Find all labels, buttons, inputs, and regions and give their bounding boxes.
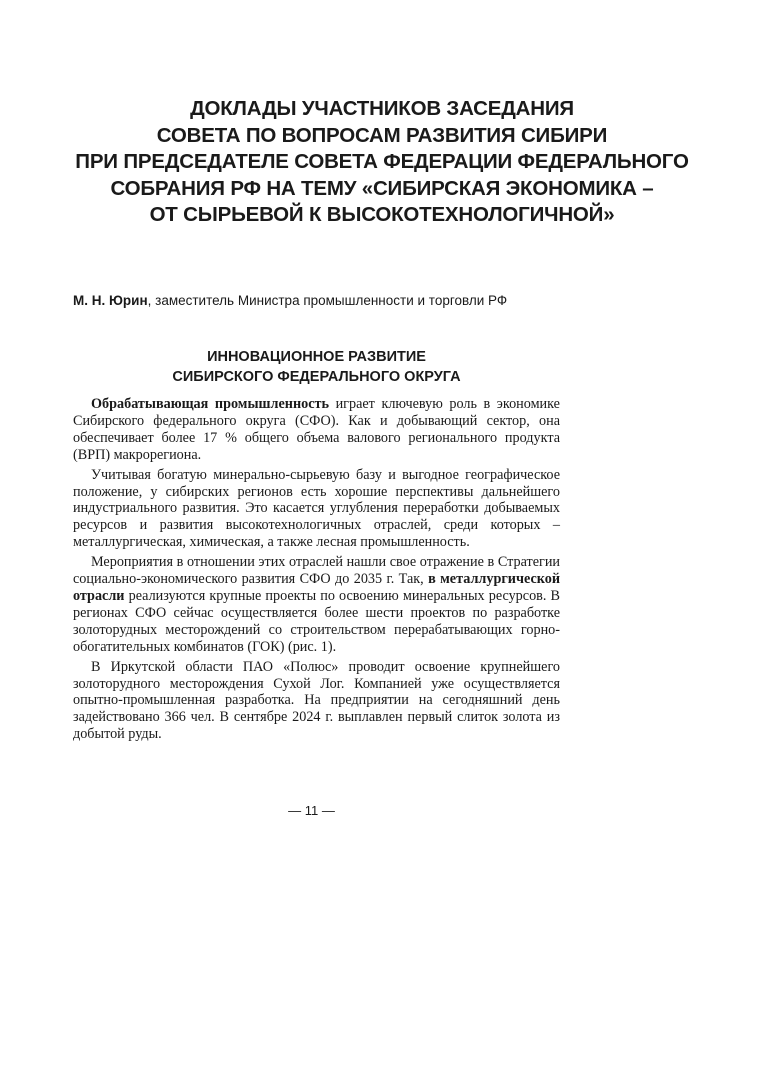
section-title-line: ИННОВАЦИОННОЕ РАЗВИТИЕ [207, 349, 426, 365]
author-position: , заместитель Министра промышленности и торговли РФ [147, 293, 508, 308]
section-title [73, 347, 560, 387]
paragraph-3 [73, 554, 560, 655]
article-body [73, 396, 560, 746]
paragraph-2-text: Учитывая богатую минерально-сырьевую базу и выгодное географическое положение, у сибирских регионов есть хорошие перспективы дальнейшего индустриального развития. Это касается углубления переработки добываемых ресурсов и развития высокотехнологичных отраслей, среди которых – металлургическая, химическая, а также лесная промышленность. [73, 466, 560, 551]
paragraph-1 [73, 396, 560, 464]
main-title-line: ДОКЛАДЫ УЧАСТНИКОВ ЗАСЕДАНИЯ [190, 97, 574, 120]
main-title [40, 96, 724, 229]
main-title-line: СОВЕТА ПО ВОПРОСАМ РАЗВИТИЯ СИБИРИ [156, 123, 608, 147]
main-title-line: ПРИ ПРЕДСЕДАТЕЛЕ СОВЕТА ФЕДЕРАЦИИ ФЕДЕРАЛЬНОГО [75, 150, 689, 173]
paragraph-4 [73, 659, 560, 744]
author-name: М. Н. Юрин [73, 293, 148, 308]
page-number: — 11 — [288, 803, 335, 818]
main-title-line: СОБРАНИЯ РФ НА ТЕМУ «СИБИРСКАЯ ЭКОНОМИКА – [110, 176, 654, 200]
paragraph-3-text-after: реализуются крупные проекты по освоению минеральных ресурсов. В регионах СФО сейчас осуществляется более шести проектов по разработке золоторудных месторождений со строительством перерабатывающих горно-обогатительных комбинатов (ГОК) (рис. 1). [73, 587, 560, 655]
paragraph-3-text-before: Мероприятия в отношении этих отраслей нашли свое отражение в Стратегии социально-экономического развития СФО до 2035 г. Так, [73, 554, 560, 588]
paragraph-3-bold-mid: в металлургической отрасли [73, 571, 561, 604]
paragraph-1-text: играет ключевую роль в экономике Сибирского федерального округа (СФО). Как и добывающий сектор, она обеспечивает более 17 % общего объема валового регионального продукта (ВРП) макрорегиона. [73, 396, 560, 463]
section-title-line: СИБИРСКОГО ФЕДЕРАЛЬНОГО ОКРУГА [172, 369, 461, 385]
paragraph-1-bold-lead: Обрабатывающая промышленность [91, 396, 329, 412]
author-line [73, 292, 693, 310]
main-title-line: ОТ СЫРЬЕВОЙ К ВЫСОКОТЕХНОЛОГИЧНОЙ» [149, 203, 615, 226]
paragraph-2 [73, 467, 560, 552]
paragraph-4-text: В Иркутской области ПАО «Полюс» проводит освоение крупнейшего золоторудного месторождения Сухой Лог. Компанией уже осуществляется опытно-промышленная разработка. На предприятии на сегодняшний день задействовано 366 чел. В сентябре 2024 г. выплавлен первый слиток золота из добытой руды. [73, 658, 560, 743]
